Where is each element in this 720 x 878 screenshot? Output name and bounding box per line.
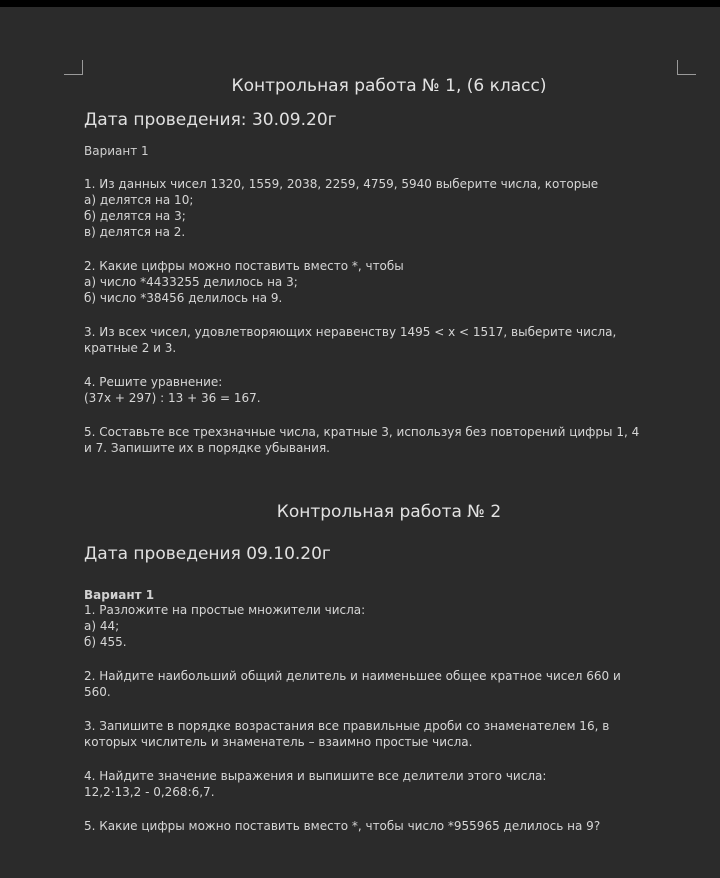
- page-corner-mark-left: [64, 60, 83, 75]
- task-line: 1. Разложите на простые множители числа:: [84, 603, 366, 617]
- top-bar: [0, 0, 720, 7]
- task-2-3: [84, 718, 684, 750]
- task-line: кратные 2 и 3.: [84, 341, 177, 355]
- task-2-5: [84, 818, 684, 834]
- task-line: (37x + 297) : 13 + 36 = 167.: [84, 391, 261, 405]
- task-line: а) делятся на 10;: [84, 193, 194, 207]
- task-line: 12,2·13,2 - 0,268:6,7.: [84, 785, 215, 799]
- task-2-2: [84, 668, 684, 700]
- task-1-5: [84, 424, 684, 456]
- task-line: 4. Решите уравнение:: [84, 375, 223, 389]
- task-line: б) число *38456 делилось на 9.: [84, 291, 283, 305]
- section-2-title: Контрольная работа № 2: [276, 502, 502, 522]
- task-line: 2. Найдите наибольший общий делитель и наименьшее общее кратное чисел 660 и: [84, 669, 621, 683]
- task-1-1: [84, 176, 684, 240]
- section-1-title: Контрольная работа № 1, (6 класс): [231, 76, 547, 96]
- section-test-1: [84, 76, 684, 456]
- task-line: 5. Какие цифры можно поставить вместо *, чтобы число *955965 делилось на 9?: [84, 819, 601, 833]
- task-line: а) число *4433255 делилось на 3;: [84, 275, 298, 289]
- task-2-1: [84, 602, 684, 650]
- task-line: которых числитель и знаменатель – взаимно простые числа.: [84, 735, 473, 749]
- task-line: 3. Из всех чисел, удовлетворяющих неравенству 1495 < x < 1517, выберите числа,: [84, 325, 617, 339]
- task-1-4: [84, 374, 684, 406]
- section-test-2: [84, 502, 684, 834]
- section-2-variant: Вариант 1: [84, 588, 155, 602]
- task-line: 5. Составьте все трехзначные числа, кратные 3, используя без повторений цифры 1, 4: [84, 425, 640, 439]
- task-line: 2. Какие цифры можно поставить вместо *, чтобы: [84, 259, 404, 273]
- document-page: [84, 72, 684, 834]
- task-line: б) делятся на 3;: [84, 209, 186, 223]
- task-line: 560.: [84, 685, 111, 699]
- task-1-3: [84, 324, 684, 356]
- task-line: б) 455.: [84, 635, 127, 649]
- section-2-date: Дата проведения 09.10.20г: [84, 544, 331, 564]
- task-line: и 7. Запишите их в порядке убывания.: [84, 441, 330, 455]
- section-1-variant: Вариант 1: [84, 144, 149, 158]
- task-line: 3. Запишите в порядке возрастания все правильные дроби со знаменателем 16, в: [84, 719, 610, 733]
- task-line: 1. Из данных чисел 1320, 1559, 2038, 2259, 4759, 5940 выберите числа, которые: [84, 177, 599, 191]
- task-line: в) делятся на 2.: [84, 225, 186, 239]
- section-1-date: Дата проведения: 30.09.20г: [84, 110, 337, 130]
- task-2-4: [84, 768, 684, 800]
- task-1-2: [84, 258, 684, 306]
- task-line: 4. Найдите значение выражения и выпишите все делители этого числа:: [84, 769, 547, 783]
- task-line: а) 44;: [84, 619, 120, 633]
